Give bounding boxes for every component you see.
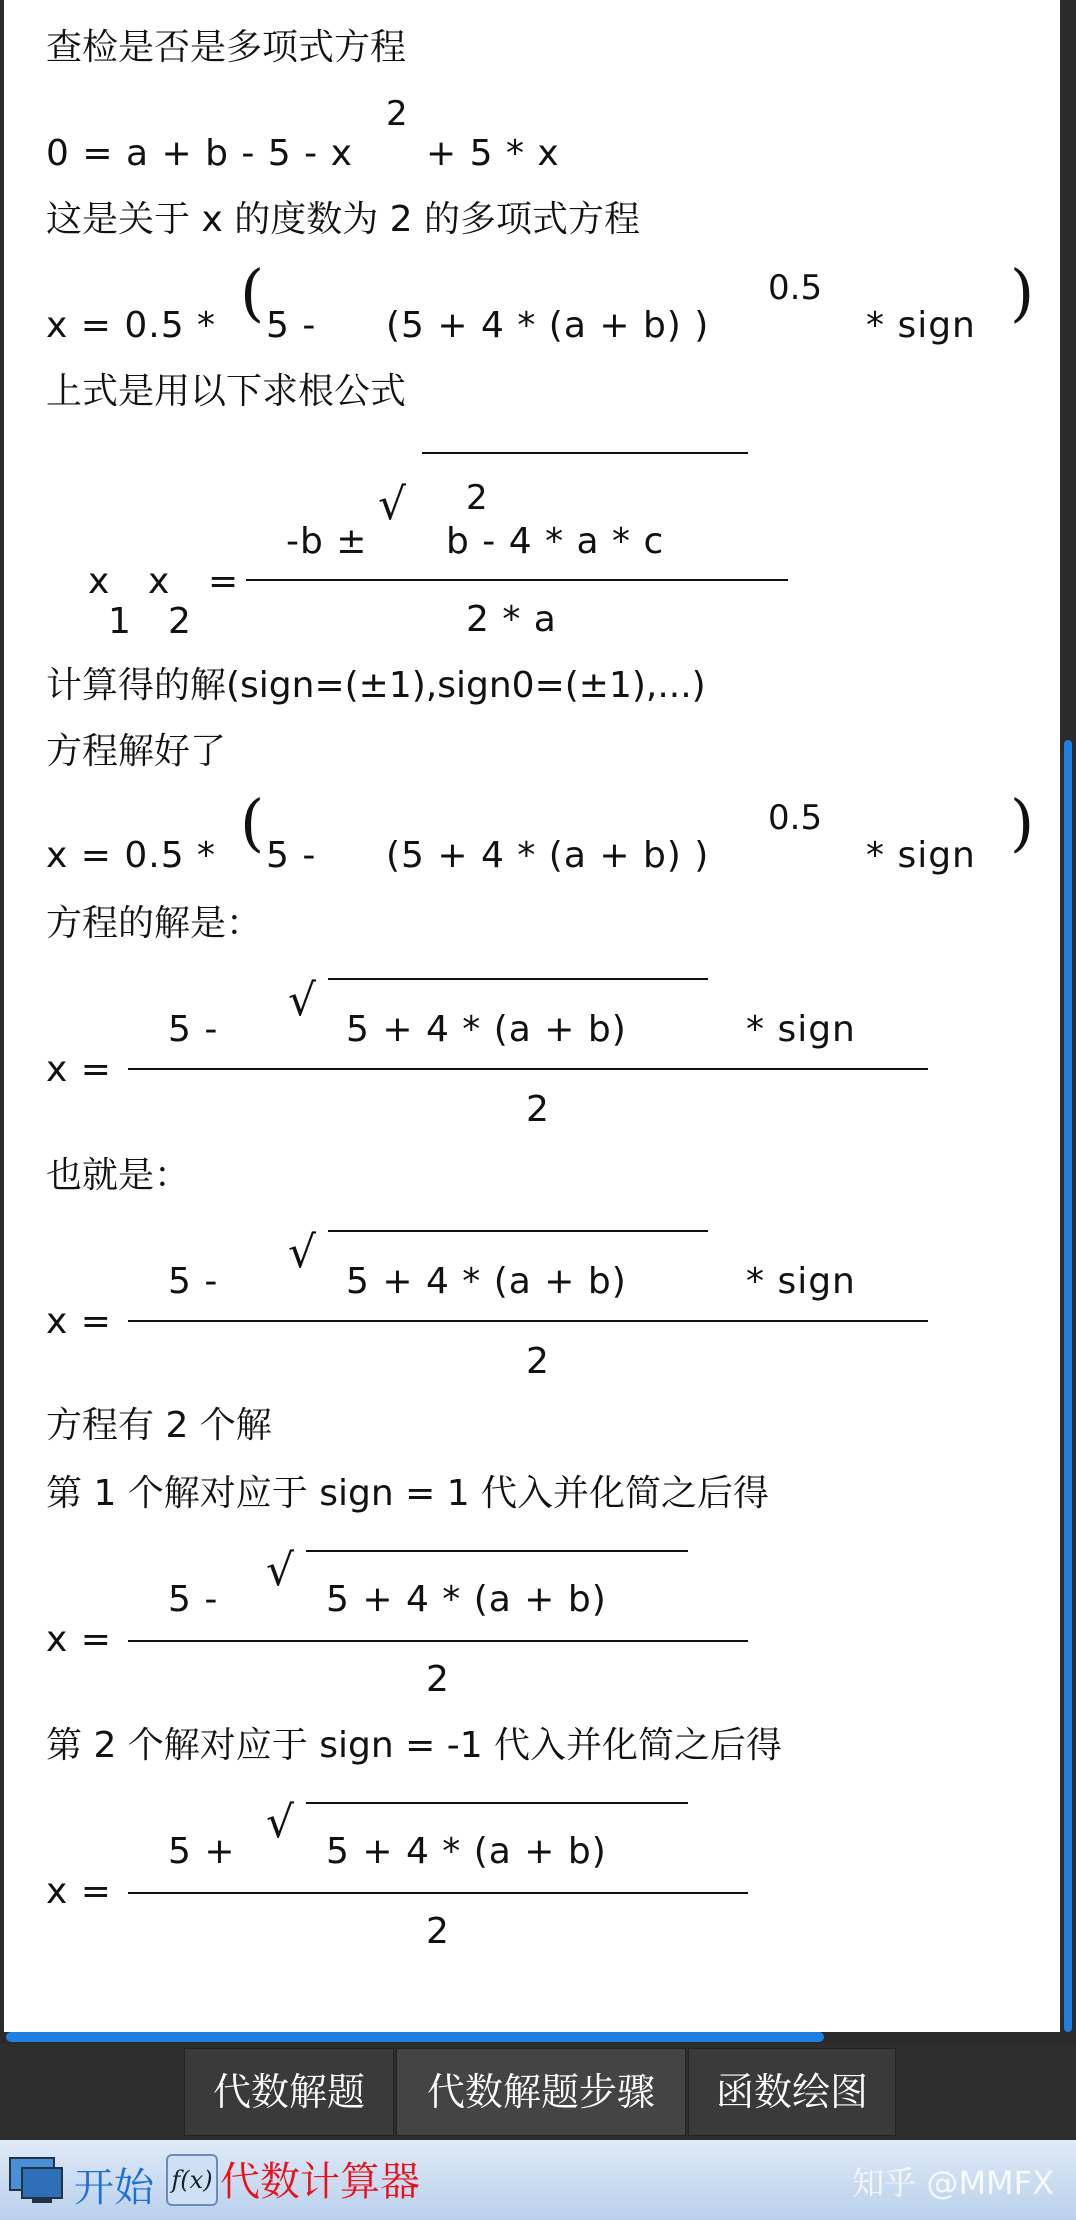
frac3-lhs: x = (46, 1619, 112, 1660)
watermark-text: 知乎 @MMFX (852, 2164, 1054, 2202)
quad-x2: x (148, 561, 171, 602)
frac2-num-rad: 5 + 4 * (a + b) (346, 1261, 627, 1302)
eq3-inner1: 5 - (266, 835, 317, 876)
frac1-den: 2 (526, 1089, 550, 1130)
eq3-exp: 0.5 (768, 798, 823, 838)
quad-num-rad: b - 4 * a * c (446, 521, 665, 562)
quad-radical-bar (422, 452, 748, 454)
quad-fraction-bar (246, 579, 788, 581)
frac4-den: 2 (426, 1911, 450, 1952)
start-button[interactable]: 开始 (74, 2165, 154, 2211)
frac3-radical-bar (306, 1550, 688, 1552)
frac3-num-pre: 5 - (168, 1579, 219, 1620)
eq1-exp: 2 (386, 94, 408, 134)
tab-algebra-steps[interactable]: 代数解题步骤 (396, 2048, 686, 2136)
vertical-scrollbar-thumb[interactable] (1064, 740, 1072, 2032)
frac4-fraction-bar (128, 1892, 748, 1894)
quad-num-pre: -b ± (286, 521, 368, 562)
fx-icon-label: f(x) (171, 2166, 213, 2194)
frac4-num-pre: 5 + (168, 1831, 236, 1872)
frac2-lhs: x = (46, 1301, 112, 1342)
sol2-title: 第 2 个解对应于 sign = -1 代入并化简之后得 (46, 1725, 783, 1766)
eq3-tail: * sign (866, 835, 976, 876)
quad-sqrt-icon: √ (378, 479, 407, 530)
sol1-title: 第 1 个解对应于 sign = 1 代入并化简之后得 (46, 1473, 770, 1514)
frac1-lhs: x = (46, 1049, 112, 1090)
app-title[interactable]: 代数计算器 (220, 2159, 420, 2205)
eq3-open-paren: ( (240, 786, 265, 859)
eq3-close-paren: ) (1010, 786, 1035, 859)
frac4-radical-bar (306, 1802, 688, 1804)
tab-algebra-solve[interactable]: 代数解题 (184, 2048, 394, 2136)
horizontal-scrollbar-thumb[interactable] (6, 2032, 824, 2042)
solutions-title: 计算得的解(sign=(±1),sign0=(±1),...) (46, 665, 706, 706)
formula-title: 上式是用以下求根公式 (46, 371, 407, 412)
frac2-radical-bar (328, 1230, 708, 1232)
eq2-tail: * sign (866, 305, 976, 346)
quad-equals: = (208, 561, 240, 602)
quad-num-exp: 2 (466, 478, 488, 518)
frac1-num-pre: 5 - (168, 1009, 219, 1050)
check-title: 查检是否是多项式方程 (46, 27, 407, 68)
eq2-lhs: x = 0.5 * (46, 305, 217, 346)
solved-title: 方程解好了 (46, 731, 227, 772)
eq3-inner2: (5 + 4 * (a + b) ) (386, 835, 710, 876)
frac3-fraction-bar (128, 1640, 748, 1642)
eq1-rest: + 5 * x (426, 133, 560, 174)
frac4-num-rad: 5 + 4 * (a + b) (326, 1831, 607, 1872)
bottom-tab-bar (0, 2044, 1076, 2140)
taskbar (0, 2140, 1076, 2220)
fx-icon[interactable] (166, 2154, 218, 2206)
eq2-exp: 0.5 (768, 268, 823, 308)
eq2-close-paren: ) (1010, 256, 1035, 329)
eq3-lhs: x = 0.5 * (46, 835, 217, 876)
count-text: 方程有 2 个解 (46, 1405, 272, 1446)
frac3-num-rad: 5 + 4 * (a + b) (326, 1579, 607, 1620)
quad-sub2: 2 (168, 601, 192, 642)
quad-sub1: 1 (108, 601, 132, 642)
frac4-sqrt-icon: √ (266, 1797, 295, 1848)
frac1-num-tail: * sign (746, 1009, 856, 1050)
frac2-den: 2 (526, 1341, 550, 1382)
quad-x1: x (88, 561, 111, 602)
degree-text: 这是关于 x 的度数为 2 的多项式方程 (46, 199, 640, 240)
frac3-den: 2 (426, 1659, 450, 1700)
frac3-sqrt-icon: √ (266, 1545, 295, 1596)
eq2-inner2: (5 + 4 * (a + b) ) (386, 305, 710, 346)
solution-steps-panel (4, 0, 1060, 2032)
frac2-num-pre: 5 - (168, 1261, 219, 1302)
eq2-open-paren: ( (240, 256, 265, 329)
monitor-icon[interactable] (6, 2154, 64, 2206)
frac1-num-rad: 5 + 4 * (a + b) (346, 1009, 627, 1050)
frac1-fraction-bar (128, 1068, 928, 1070)
frac4-lhs: x = (46, 1871, 112, 1912)
quad-den: 2 * a (466, 599, 557, 640)
frac1-radical-bar (328, 978, 708, 980)
frac2-sqrt-icon: √ (288, 1227, 317, 1278)
frac2-num-tail: * sign (746, 1261, 856, 1302)
frac2-fraction-bar (128, 1320, 928, 1322)
tab-function-plot[interactable]: 函数绘图 (688, 2048, 896, 2136)
eq1-lhs: 0 = a + b - 5 - x (46, 133, 353, 174)
answer-title: 方程的解是： (46, 903, 263, 944)
frac1-sqrt-icon: √ (288, 975, 317, 1026)
eq2-inner1: 5 - (266, 305, 317, 346)
that-is-text: 也就是： (46, 1155, 191, 1196)
